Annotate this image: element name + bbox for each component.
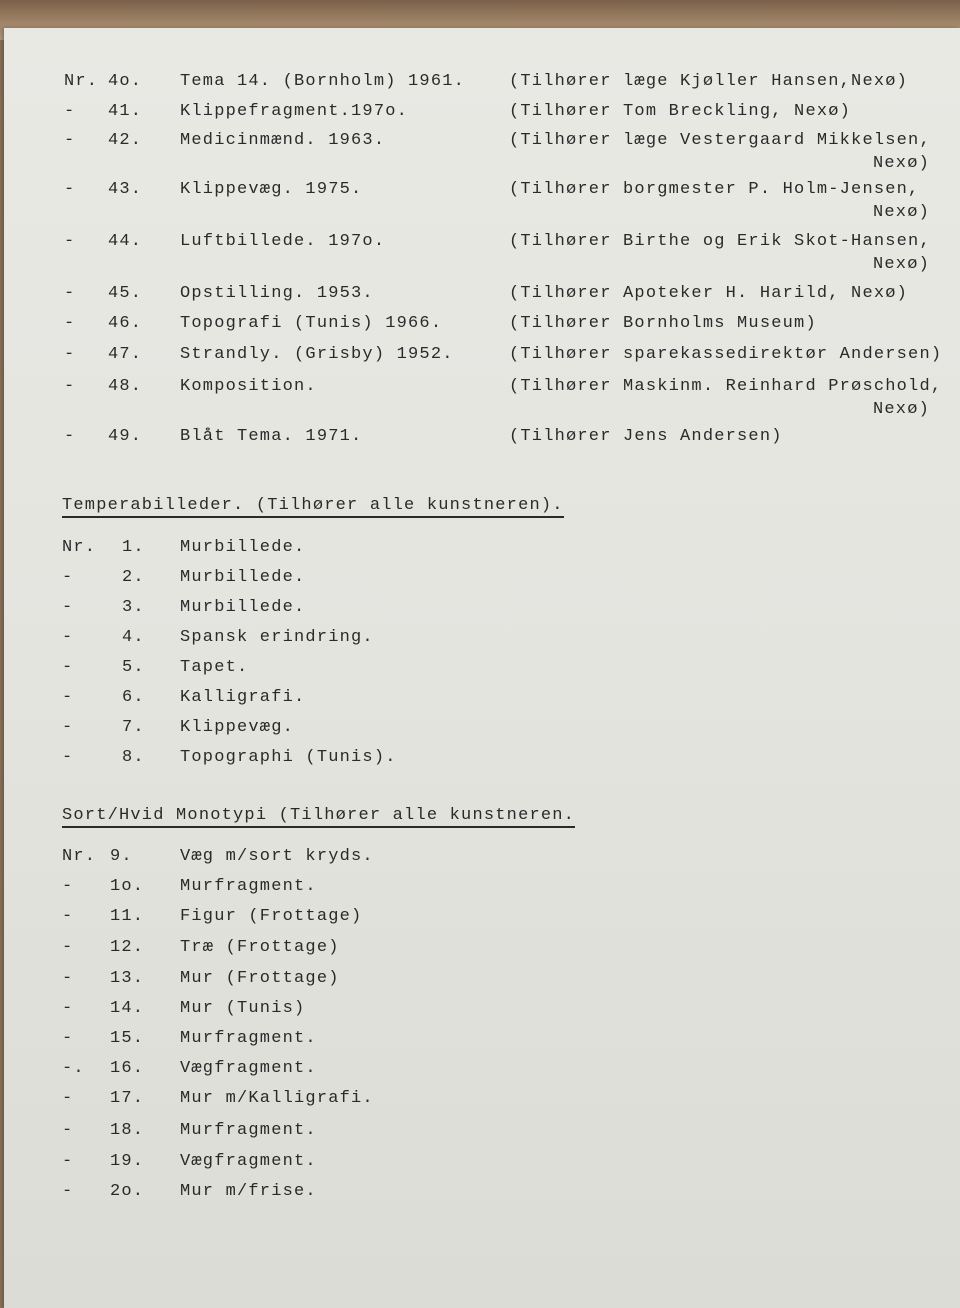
item-title: Strandly. (Grisby) 1952. <box>180 345 454 364</box>
item-owner: (Tilhører sparekassedirektør Andersen) <box>509 345 943 364</box>
item-prefix: - <box>62 1182 74 1201</box>
item-owner-continuation: Nexø) <box>872 203 930 222</box>
item-prefix: - <box>64 377 76 396</box>
item-number: 12. <box>110 938 145 957</box>
item-number: 46. <box>108 314 143 333</box>
item-title: Blåt Tema. 1971. <box>180 427 363 446</box>
item-prefix: - <box>64 102 76 121</box>
item-title: Træ (Frottage) <box>180 938 340 957</box>
item-prefix: - <box>62 877 74 896</box>
item-number: 49. <box>108 427 143 446</box>
item-prefix: - <box>64 232 76 251</box>
item-number: 9. <box>110 847 133 866</box>
item-number: 2. <box>122 568 145 587</box>
item-title: Vægfragment. <box>180 1152 317 1171</box>
item-prefix: - <box>64 180 76 199</box>
item-prefix: - <box>64 131 76 150</box>
item-owner: (Tilhører Maskinm. Reinhard Prøschold, <box>509 377 943 396</box>
item-number: 42. <box>108 131 143 150</box>
item-prefix: - <box>62 1121 74 1140</box>
item-number: 47. <box>108 345 143 364</box>
item-title: Kalligrafi. <box>180 688 306 707</box>
item-number: 45. <box>108 284 143 303</box>
item-title: Væg m/sort kryds. <box>180 847 374 866</box>
item-title: Klippevæg. <box>180 718 295 737</box>
item-prefix: - <box>62 969 74 988</box>
item-prefix: -. <box>62 1059 85 1078</box>
item-title: Mur m/frise. <box>180 1182 317 1201</box>
item-prefix: Nr. <box>62 538 97 557</box>
item-title: Tapet. <box>180 658 249 677</box>
item-title: Luftbillede. 197o. <box>180 232 386 251</box>
item-title: Tema 14. (Bornholm) 1961. <box>180 72 466 91</box>
item-title: Mur (Frottage) <box>180 969 340 988</box>
item-prefix: - <box>62 1089 74 1108</box>
item-title: Murbillede. <box>180 538 306 557</box>
item-number: 3. <box>122 598 145 617</box>
item-number: 15. <box>110 1029 145 1048</box>
item-number: 17. <box>110 1089 145 1108</box>
item-owner: (Tilhører læge Vestergaard Mikkelsen, <box>509 131 931 150</box>
tempera-heading: Temperabilleder. (Tilhører alle kunstneren). <box>62 496 564 518</box>
item-number: 14. <box>110 999 145 1018</box>
item-number: 1o. <box>110 877 145 896</box>
document-body <box>4 28 960 1308</box>
item-prefix: - <box>62 748 74 767</box>
item-number: 19. <box>110 1152 145 1171</box>
item-title: Topographi (Tunis). <box>180 748 397 767</box>
item-prefix: - <box>62 1152 74 1171</box>
item-prefix: - <box>64 345 76 364</box>
item-title: Mur (Tunis) <box>180 999 306 1018</box>
item-prefix: - <box>64 314 76 333</box>
item-prefix: - <box>62 1029 74 1048</box>
item-number: 8. <box>122 748 145 767</box>
monotypi-heading: Sort/Hvid Monotypi (Tilhører alle kunstneren. <box>62 806 575 828</box>
item-prefix: - <box>62 568 74 587</box>
item-title: Mur m/Kalligrafi. <box>180 1089 374 1108</box>
item-prefix: - <box>62 999 74 1018</box>
item-title: Topografi (Tunis) 1966. <box>180 314 443 333</box>
item-number: 11. <box>110 907 145 926</box>
item-number: 2o. <box>110 1182 145 1201</box>
item-prefix: - <box>62 718 74 737</box>
item-owner: (Tilhører Tom Breckling, Nexø) <box>509 102 852 121</box>
item-title: Komposition. <box>180 377 317 396</box>
item-owner: (Tilhører Birthe og Erik Skot-Hansen, <box>509 232 931 251</box>
item-title: Murbillede. <box>180 598 306 617</box>
item-owner: (Tilhører Apoteker H. Harild, Nexø) <box>509 284 909 303</box>
item-prefix: - <box>62 598 74 617</box>
item-title: Murfragment. <box>180 1029 317 1048</box>
item-prefix: - <box>62 658 74 677</box>
item-number: 48. <box>108 377 143 396</box>
item-prefix: - <box>62 938 74 957</box>
item-prefix: Nr. <box>62 847 97 866</box>
item-prefix: - <box>62 688 74 707</box>
item-prefix: Nr. <box>64 72 99 91</box>
item-prefix: - <box>64 427 76 446</box>
item-title: Spansk erindring. <box>180 628 374 647</box>
item-number: 1. <box>122 538 145 557</box>
item-owner: (Tilhører Bornholms Museum) <box>509 314 817 333</box>
item-title: Murfragment. <box>180 877 317 896</box>
item-owner: (Tilhører læge Kjøller Hansen,Nexø) <box>509 72 909 91</box>
item-title: Figur (Frottage) <box>180 907 363 926</box>
item-number: 7. <box>122 718 145 737</box>
item-number: 4. <box>122 628 145 647</box>
typewritten-page <box>4 28 960 1308</box>
item-number: 6. <box>122 688 145 707</box>
item-prefix: - <box>64 284 76 303</box>
item-title: Murbillede. <box>180 568 306 587</box>
item-number: 44. <box>108 232 143 251</box>
item-title: Klippefragment.197o. <box>180 102 409 121</box>
item-prefix: - <box>62 628 74 647</box>
item-number: 43. <box>108 180 143 199</box>
item-number: 4o. <box>108 72 143 91</box>
item-owner: (Tilhører Jens Andersen) <box>509 427 783 446</box>
item-owner: (Tilhører borgmester P. Holm-Jensen, <box>509 180 920 199</box>
item-number: 13. <box>110 969 145 988</box>
item-owner-continuation: Nexø) <box>872 154 930 173</box>
item-owner-continuation: Nexø) <box>872 400 930 419</box>
item-title: Medicinmænd. 1963. <box>180 131 386 150</box>
item-title: Murfragment. <box>180 1121 317 1140</box>
item-title: Opstilling. 1953. <box>180 284 374 303</box>
item-prefix: - <box>62 907 74 926</box>
item-title: Vægfragment. <box>180 1059 317 1078</box>
item-number: 18. <box>110 1121 145 1140</box>
item-title: Klippevæg. 1975. <box>180 180 363 199</box>
item-number: 5. <box>122 658 145 677</box>
item-owner-continuation: Nexø) <box>872 255 930 274</box>
item-number: 41. <box>108 102 143 121</box>
item-number: 16. <box>110 1059 145 1078</box>
